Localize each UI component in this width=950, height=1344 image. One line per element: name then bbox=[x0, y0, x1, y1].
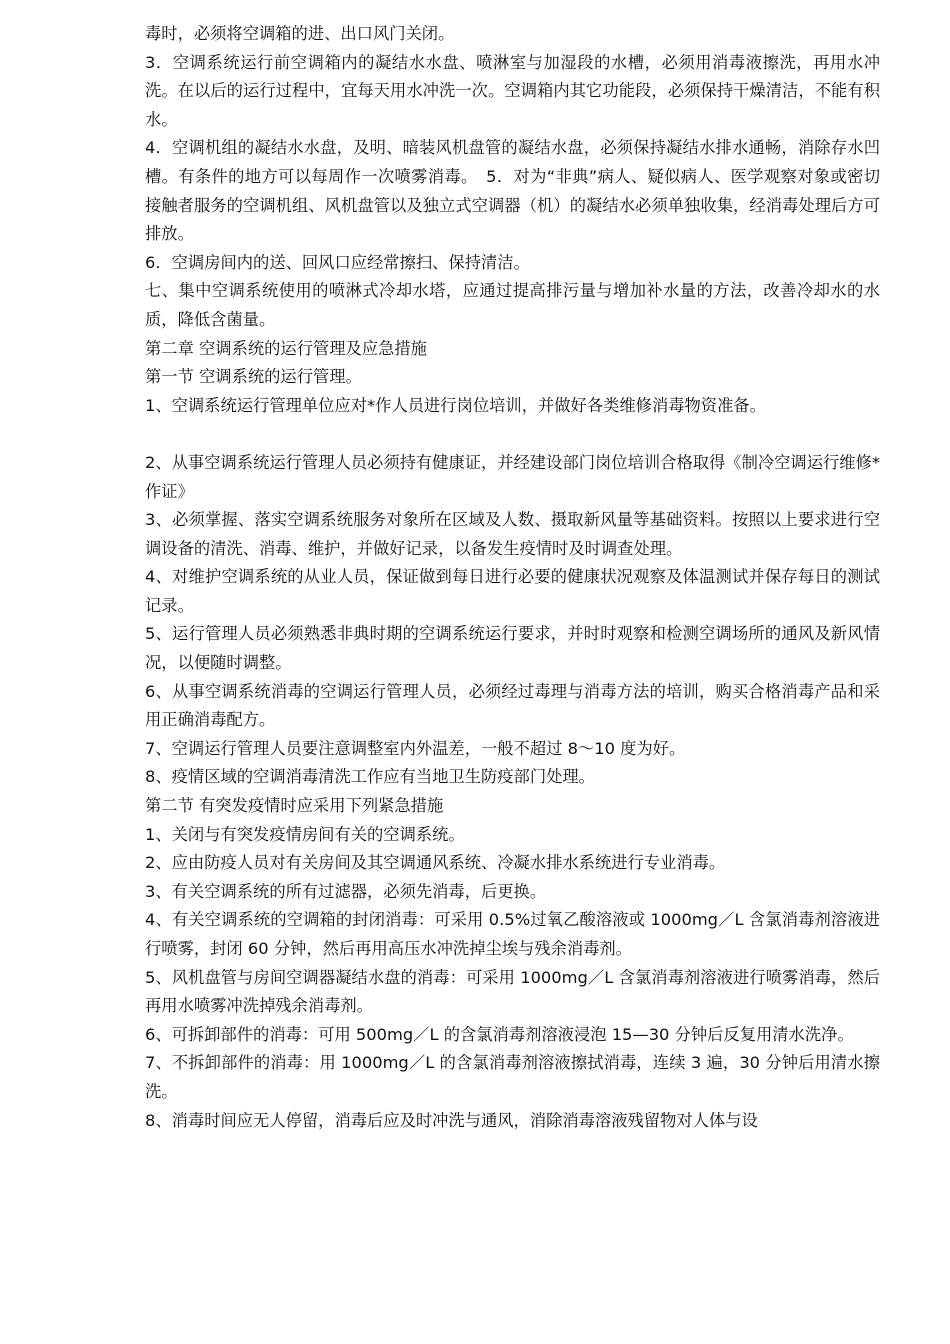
list-item: 6、从事空调系统消毒的空调运行管理人员，必须经过毒理与消毒方法的培训，购买合格消毒产品和采用正确消毒配方。 bbox=[145, 681, 880, 730]
list-item: 3、有关空调系统的所有过滤器，必须先消毒，后更换。 bbox=[145, 881, 547, 901]
chapter-heading: 第二章 空调系统的运行管理及应急措施 bbox=[145, 338, 427, 358]
list-item: 8、消毒时间应无人停留，消毒后应及时冲洗与通风，消除消毒溶液残留物对人体与设 bbox=[145, 1110, 758, 1130]
paragraph-continuation: 毒时，必须将空调箱的进、出口风门关闭。 bbox=[145, 24, 455, 43]
list-item: 2、应由防疫人员对有关房间及其空调通风系统、冷凝水排水系统进行专业消毒。 bbox=[145, 853, 726, 873]
list-item: 6、可拆卸部件的消毒：可用 500mg／L 的含氯消毒剂溶液浸泡 15—30 分钟后反复用清水洗净。 bbox=[145, 1024, 854, 1044]
document-page bbox=[145, 20, 880, 1135]
section-1-heading: 第一节 空调系统的运行管理。 bbox=[145, 367, 362, 387]
list-item: 3、必须掌握、落实空调系统服务对象所在区域及人数、摄取新风量等基础资料。按照以上要求进行空调设备的清洗、消毒、维护，并做好记录，以备发生疫情时及时调查处理。 bbox=[145, 510, 880, 558]
paragraph-item-4-5: 4．空调机组的凝结水水盘，及明、暗装风机盘管的凝结水盘，必须保持凝结水排水通畅，消除存水凹槽。有条件的地方可以每周作一次喷雾消毒。 5．对为“非典”病人、疑似病人、医学观察对象或密切接触者服务的空调机组、风机盘管以及独立式空调器（机）的凝结水必须单独收集，经消毒处理后方可排放。 bbox=[145, 138, 880, 244]
section-2-heading: 第二节 有突发疫情时应采用下列紧急措施 bbox=[145, 796, 444, 816]
list-item: 5、风机盘管与房间空调器凝结水盘的消毒：可采用 1000mg／L 含氯消毒剂溶液进行喷雾消毒，然后再用水喷雾冲洗掉残余消毒剂。 bbox=[145, 967, 880, 1016]
list-item: 4、对维护空调系统的从业人员，保证做到每日进行必要的健康状况观察及体温测试并保存每日的测试记录。 bbox=[145, 567, 880, 615]
paragraph-item-6: 6．空调房间内的送、回风口应经常擦扫、保持清洁。 bbox=[145, 252, 530, 272]
list-item: 2、从事空调系统运行管理人员必须持有健康证，并经建设部门岗位培训合格取得《制冷空调运行维修*作证》 bbox=[145, 452, 880, 501]
list-item: 7、不拆卸部件的消毒：用 1000mg／L 的含氯消毒剂溶液擦拭消毒，连续 3 遍，30 分钟后用清水擦洗。 bbox=[145, 1053, 880, 1101]
paragraph-section-7: 七、集中空调系统使用的喷淋式冷却水塔，应通过提高排污量与增加补水量的方法，改善冷却水的水质，降低含菌量。 bbox=[145, 281, 880, 329]
paragraph-item-3: 3．空调系统运行前空调箱内的凝结水水盘、喷淋室与加湿段的水槽，必须用消毒液擦洗，再用水冲洗。在以后的运行过程中，宜每天用水冲洗一次。空调箱内其它功能段，必须保持干燥清洁，不能有积水。 bbox=[145, 52, 880, 129]
list-item: 7、空调运行管理人员要注意调整室内外温差，一般不超过 8～10 度为好。 bbox=[145, 738, 686, 758]
list-item: 1、空调系统运行管理单位应对*作人员进行岗位培训，并做好各类维修消毒物资准备。 bbox=[145, 395, 766, 415]
list-item: 4、有关空调系统的空调箱的封闭消毒：可采用 0.5%过氧乙酸溶液或 1000mg／L 含氯消毒剂溶液进行喷雾，封闭 60 分钟，然后再用高压水冲洗掉尘埃与残余消毒剂。 bbox=[145, 910, 880, 958]
list-item: 1、关闭与有突发疫情房间有关的空调系统。 bbox=[145, 824, 465, 844]
list-item: 5、运行管理人员必须熟悉非典时期的空调系统运行要求，并时时观察和检测空调场所的通风及新风情况，以便随时调整。 bbox=[145, 624, 880, 673]
blank-line bbox=[145, 420, 880, 449]
list-item: 8、疫情区域的空调消毒清洗工作应有当地卫生防疫部门处理。 bbox=[145, 767, 595, 787]
